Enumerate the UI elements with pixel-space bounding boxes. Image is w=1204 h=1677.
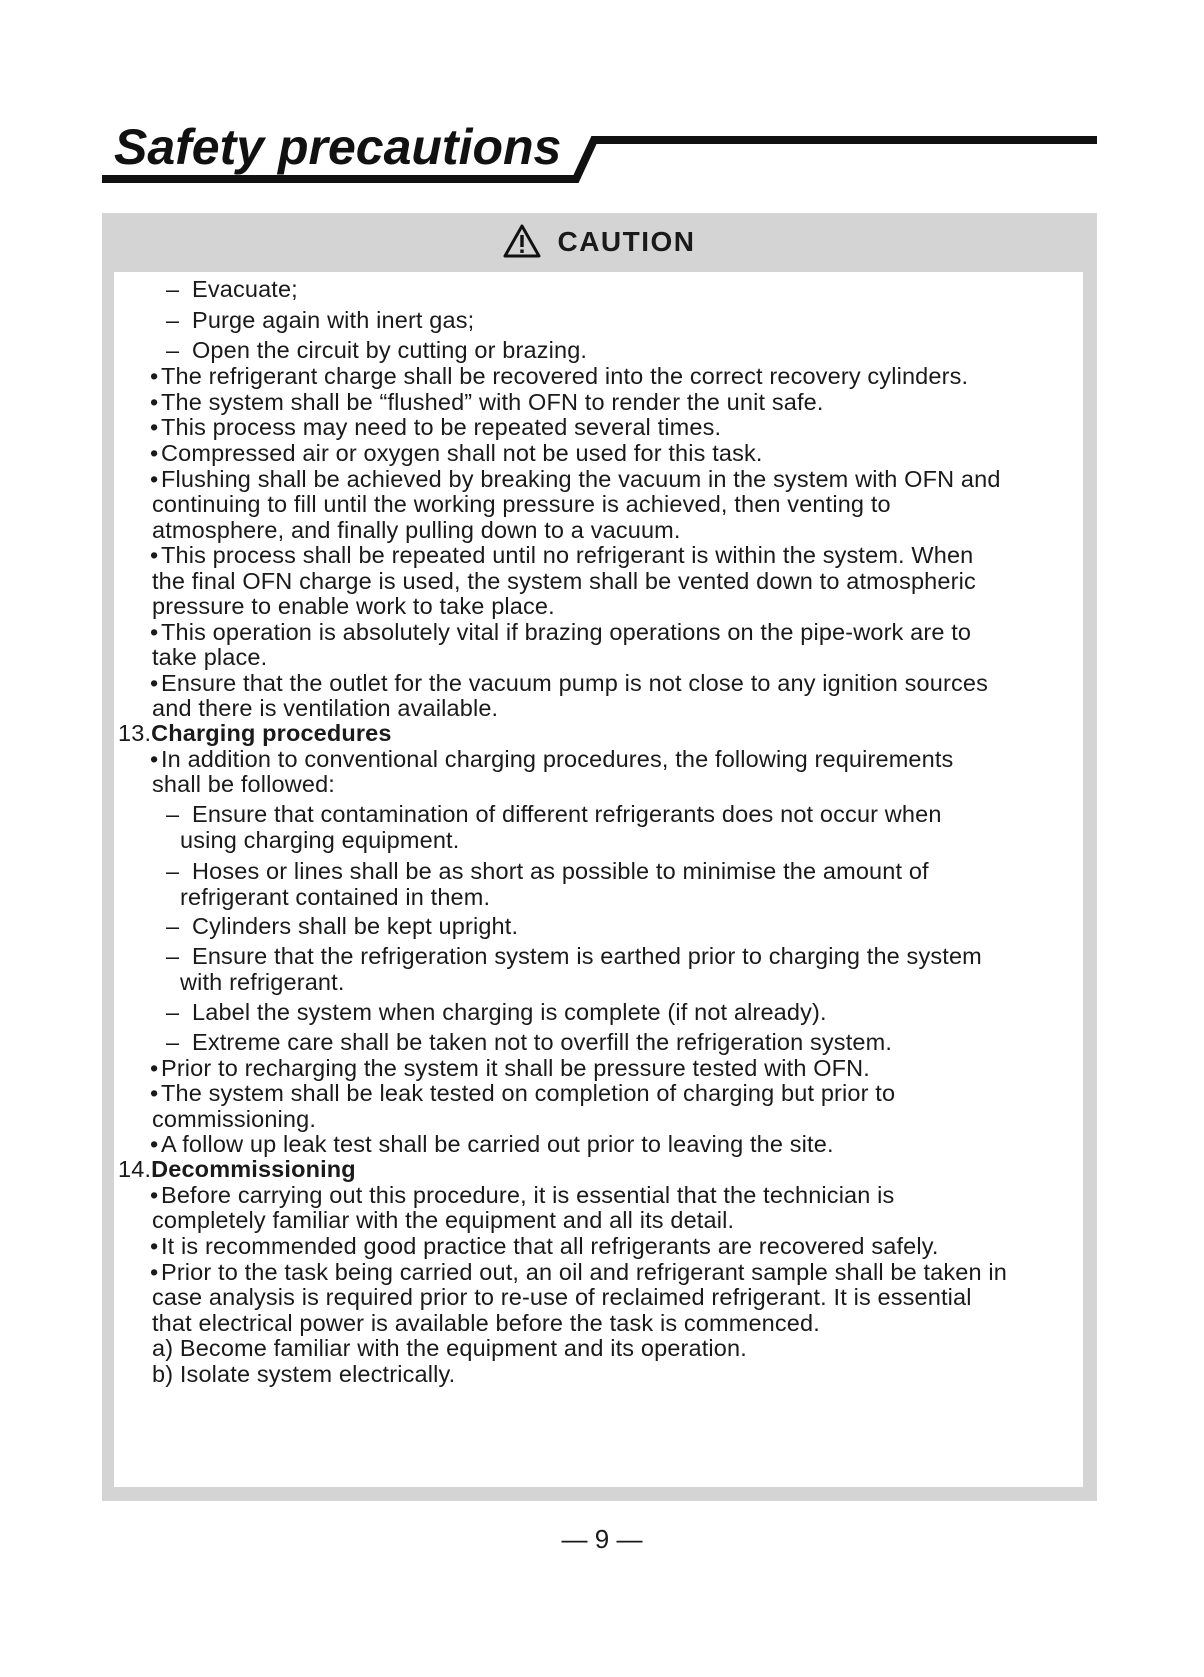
section-heading	[118, 720, 392, 747]
bullet-marker: •	[150, 670, 159, 696]
page-number: — 9 —	[561, 1524, 643, 1554]
text-line	[180, 969, 345, 996]
dash-marker: –	[166, 1029, 180, 1055]
text-line	[150, 414, 721, 441]
line-text: Prior to the task being carried out, an oil and refrigerant sample shall be taken in	[161, 1259, 1008, 1285]
page-title: Safety precautions	[114, 119, 562, 175]
text-line	[152, 644, 267, 671]
text-line	[150, 389, 824, 416]
text-line	[166, 307, 474, 334]
text-line	[152, 491, 891, 518]
text-line	[150, 1182, 894, 1209]
bullet-marker: •	[150, 1131, 159, 1157]
warning-triangle-icon	[503, 224, 541, 258]
bullet-marker: •	[150, 466, 159, 492]
line-text: Prior to recharging the system it shall be pressure tested with OFN.	[161, 1055, 870, 1081]
line-text: Label the system when charging is complete (if not already).	[192, 999, 827, 1025]
text-line	[166, 276, 298, 303]
text-line	[150, 542, 973, 569]
text-line	[150, 363, 968, 390]
line-text: commissioning.	[152, 1106, 317, 1132]
text-line	[152, 568, 976, 595]
text-line	[180, 827, 459, 854]
bullet-marker: •	[150, 389, 159, 415]
text-line	[152, 1310, 820, 1337]
line-text: A follow up leak test shall be carried out prior to leaving the site.	[161, 1131, 834, 1157]
line-text: Ensure that the refrigeration system is earthed prior to charging the system	[192, 943, 982, 969]
line-text: The system shall be leak tested on completion of charging but prior to	[161, 1080, 896, 1106]
text-line	[152, 517, 681, 544]
text-line	[166, 913, 518, 940]
line-text: Flushing shall be achieved by breaking the vacuum in the system with OFN and	[161, 466, 1001, 492]
line-text: Cylinders shall be kept upright.	[192, 913, 519, 939]
title-underline-rule	[0, 0, 1204, 190]
line-text: refrigerant contained in them.	[180, 884, 491, 910]
line-text: shall be followed:	[152, 771, 335, 797]
section-heading	[118, 1156, 356, 1183]
line-text: the final OFN charge is used, the system shall be vented down to atmospheric	[152, 568, 976, 594]
section-title: Decommissioning	[151, 1156, 356, 1182]
line-text: using charging equipment.	[180, 827, 460, 853]
dash-marker: –	[166, 801, 180, 827]
line-text: Hoses or lines shall be as short as possible to minimise the amount of	[192, 858, 929, 884]
text-line	[166, 943, 982, 970]
text-line	[150, 746, 953, 773]
text-line	[152, 1106, 316, 1133]
bullet-marker: •	[150, 619, 159, 645]
line-text: a) Become familiar with the equipment and its operation.	[152, 1335, 747, 1361]
line-text: It is recommended good practice that all refrigerants are recovered safely.	[161, 1233, 939, 1259]
caution-header	[102, 213, 1097, 271]
line-text: take place.	[152, 644, 268, 670]
bullet-marker: •	[150, 1055, 159, 1081]
text-line	[152, 1361, 455, 1388]
dash-marker: –	[166, 858, 180, 884]
line-text: atmosphere, and finally pulling down to a vacuum.	[152, 517, 681, 543]
text-line	[150, 1080, 895, 1107]
page-header	[0, 0, 1204, 190]
text-line	[150, 670, 988, 697]
bullet-marker: •	[150, 1080, 159, 1106]
line-text: with refrigerant.	[180, 969, 345, 995]
text-line	[166, 801, 942, 828]
line-text: Evacuate;	[192, 276, 298, 302]
dash-marker: –	[166, 307, 180, 333]
section-title: Charging procedures	[151, 720, 392, 746]
text-line	[150, 440, 763, 467]
line-text: In addition to conventional charging procedures, the following requirements	[161, 746, 954, 772]
section-number: 14.	[118, 1156, 152, 1182]
text-line	[166, 999, 827, 1026]
bullet-marker: •	[150, 746, 159, 772]
bullet-marker: •	[150, 1182, 159, 1208]
line-text: Purge again with inert gas;	[192, 307, 475, 333]
caution-label: CAUTION	[557, 226, 696, 257]
bullet-marker: •	[150, 414, 159, 440]
line-text: b) Isolate system electrically.	[152, 1361, 456, 1387]
dash-marker: –	[166, 943, 180, 969]
text-line	[150, 1233, 939, 1260]
bullet-marker: •	[150, 1259, 159, 1285]
line-text: that electrical power is available before the task is commenced.	[152, 1310, 820, 1336]
line-text: Compressed air or oxygen shall not be used for this task.	[161, 440, 763, 466]
dash-marker: –	[166, 337, 180, 363]
bullet-marker: •	[150, 440, 159, 466]
text-line	[150, 1055, 870, 1082]
text-line	[180, 884, 490, 911]
text-line	[152, 593, 555, 620]
text-line	[152, 695, 498, 722]
section-number: 13.	[118, 720, 152, 746]
text-line	[150, 466, 1001, 493]
line-text: Open the circuit by cutting or brazing.	[192, 337, 588, 363]
text-line	[150, 619, 971, 646]
text-line	[152, 1284, 972, 1311]
line-text: Before carrying out this procedure, it is essential that the technician is	[161, 1182, 895, 1208]
line-text: Extreme care shall be taken not to overfill the refrigeration system.	[192, 1029, 892, 1055]
line-text: and there is ventilation available.	[152, 695, 499, 721]
line-text: completely familiar with the equipment and all its detail.	[152, 1207, 735, 1233]
caution-content	[114, 272, 1083, 1487]
dash-marker: –	[166, 276, 180, 302]
dash-marker: –	[166, 913, 180, 939]
line-text: pressure to enable work to take place.	[152, 593, 555, 619]
text-line	[152, 1207, 734, 1234]
line-text: This process shall be repeated until no refrigerant is within the system. When	[161, 542, 974, 568]
bullet-marker: •	[150, 542, 159, 568]
text-line	[150, 1131, 834, 1158]
line-text: continuing to fill until the working pressure is achieved, then venting to	[152, 491, 891, 517]
caution-box	[102, 213, 1097, 1501]
text-line	[166, 858, 929, 885]
text-line	[150, 1259, 1007, 1286]
bullet-marker: •	[150, 363, 159, 389]
text-line	[152, 771, 335, 798]
line-text: This operation is absolutely vital if brazing operations on the pipe-work are to	[161, 619, 972, 645]
line-text: case analysis is required prior to re-use of reclaimed refrigerant. It is essential	[152, 1284, 972, 1310]
line-text: The refrigerant charge shall be recovered into the correct recovery cylinders.	[161, 363, 969, 389]
bullet-marker: •	[150, 1233, 159, 1259]
line-text: The system shall be “flushed” with OFN to render the unit safe.	[161, 389, 824, 415]
line-text: Ensure that the outlet for the vacuum pump is not close to any ignition sources	[161, 670, 988, 696]
text-line	[166, 1029, 892, 1056]
text-line	[152, 1335, 747, 1362]
line-text: Ensure that contamination of different refrigerants does not occur when	[192, 801, 942, 827]
text-line	[166, 337, 587, 364]
dash-marker: –	[166, 999, 180, 1025]
line-text: This process may need to be repeated several times.	[161, 414, 722, 440]
